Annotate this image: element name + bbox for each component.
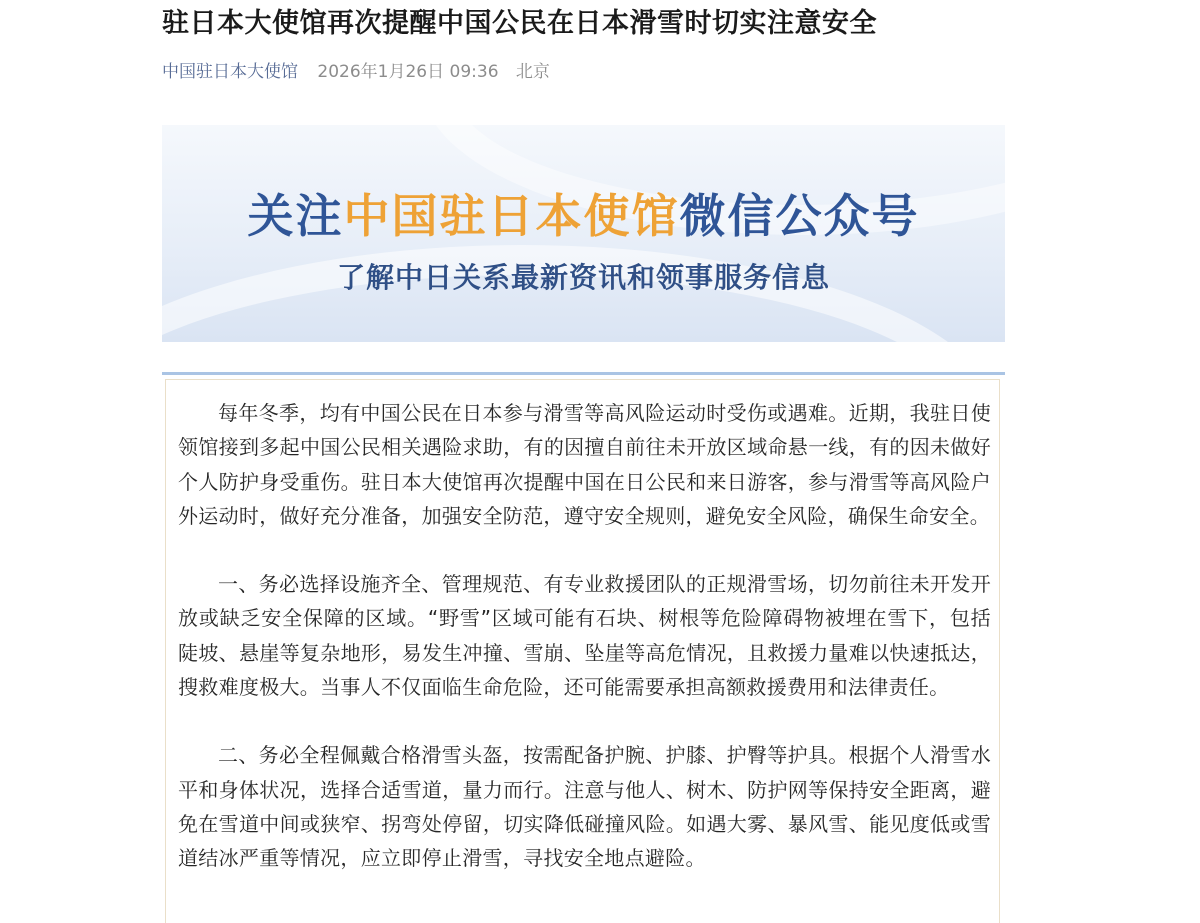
body-paragraph: 二、务必全程佩戴合格滑雪头盔，按需配备护腕、护膝、护臀等护具。根据个人滑雪水平和身体状况，选择合适雪道，量力而行。注意与他人、树木、防护网等保持安全距离，避免在雪道中间或狭窄、拐弯处停留，切实降低碰撞风险。如遇大雾、暴风雪、能见度低或雪道结冰严重等情况，应立即停止滑雪，寻找安全地点避险。 [178,743,991,871]
article-body [178,396,991,910]
author-link[interactable]: 中国驻日本大使馆 [162,62,298,82]
body-paragraph: 一、务必选择设施齐全、管理规范、有专业救援团队的正规滑雪场，切勿前往未开发开放或缺乏安全保障的区域。“野雪”区域可能有石块、树根等危险障碍物被埋在雪下，包括陡坡、悬崖等复杂地形，易发生冲撞、雪崩、坠崖等高危情况，且救援力量难以快速抵达，搜救难度极大。当事人不仅面临生命危险，还可能需要承担高额救援费用和法律责任。 [178,572,991,700]
banner-headline-highlight: 中国驻日本使馆 [343,189,680,243]
banner-subheadline: 了解中日关系最新资讯和领事服务信息 [336,261,830,294]
article-meta [162,60,1005,84]
article-title: 驻日本大使馆再次提醒中国公民在日本滑雪时切实注意安全 [162,8,877,39]
article-body-border [165,379,1000,923]
banner-headline-suffix: 微信公众号 [679,189,920,243]
banner-headline-prefix: 关注 [247,189,344,243]
article-body-frame [162,372,1005,923]
banner-headline [162,188,1005,244]
article [162,0,1005,871]
publish-location: 北京 [515,62,550,82]
wechat-follow-banner[interactable] [162,125,1005,342]
publish-date: 2026年1月26日 09:36 [317,62,499,82]
body-paragraph: 每年冬季，均有中国公民在日本参与滑雪等高风险运动时受伤或遇难。近期，我驻日使领馆接到多起中国公民相关遇险求助，有的因擅自前往未开放区域命悬一线，有的因未做好个人防护身受重伤。驻日本大使馆再次提醒中国在日公民和来日游客，参与滑雪等高风险户外运动时，做好充分准备，加强安全防范，遵守安全规则，避免安全风险，确保生命安全。 [178,401,991,528]
